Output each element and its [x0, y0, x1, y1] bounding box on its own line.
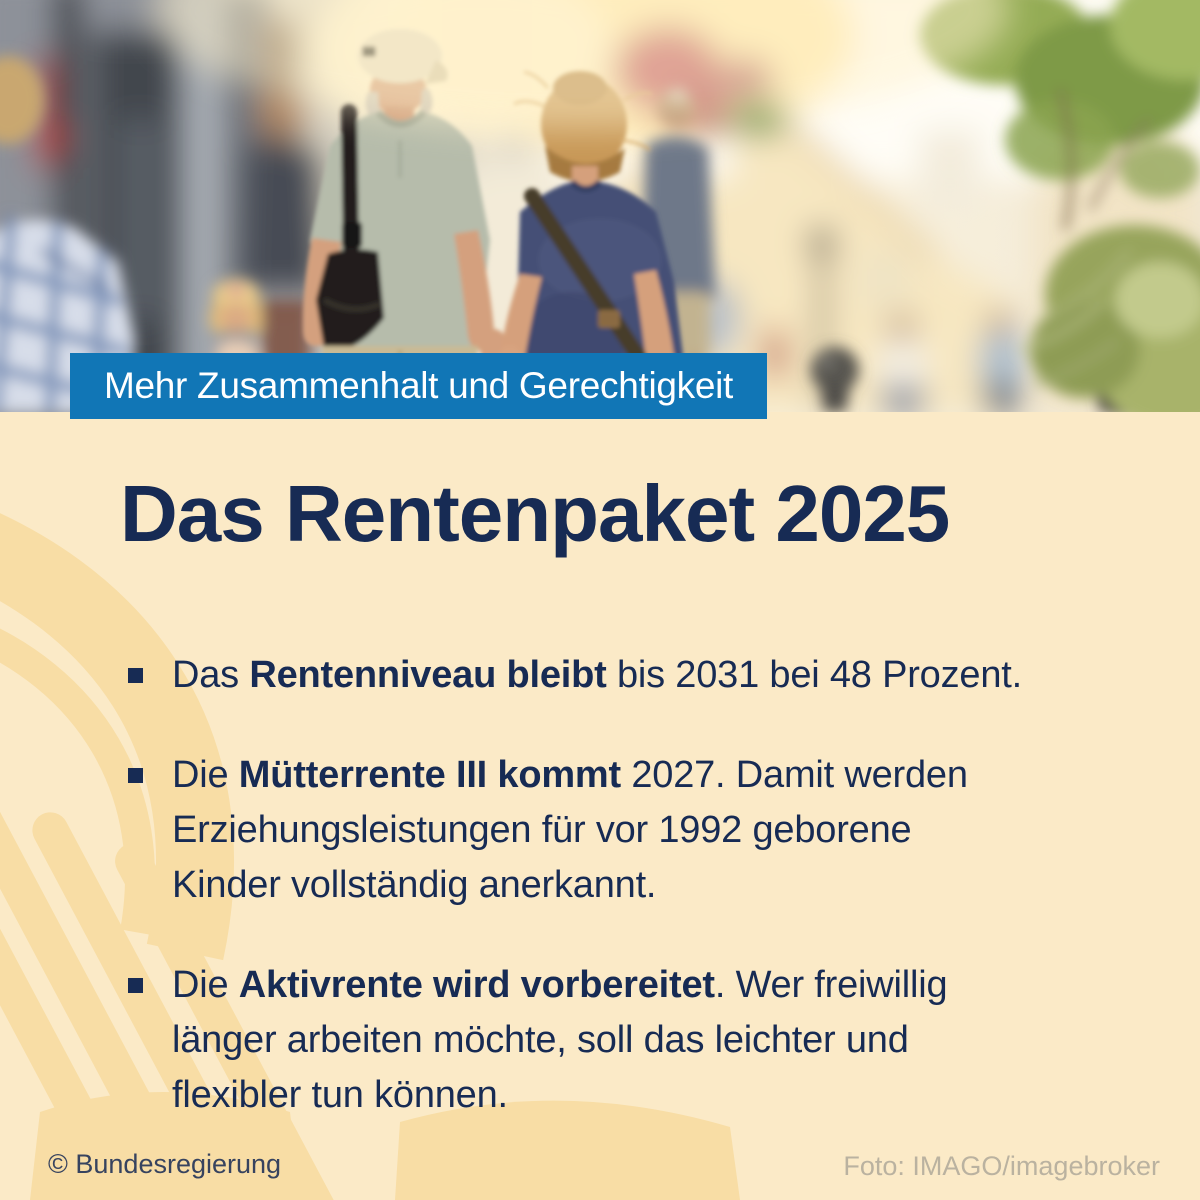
bullet-item-muetterrente — [128, 748, 1118, 913]
bullet-text — [172, 654, 1022, 696]
topic-banner — [70, 353, 767, 419]
bullet-item-aktivrente — [128, 958, 1118, 1123]
bullet-text-rest: 2027. Damit werden Erziehungsleistungen für vor 1992 geborene Kinder vollständig anerkannt. — [172, 754, 968, 906]
bullet-text — [172, 748, 1012, 913]
street-scene-illustration — [0, 0, 1200, 412]
bullet-list — [128, 648, 1118, 1168]
copyright-label: © Bundesregierung — [48, 1149, 282, 1179]
header-photo — [0, 0, 1200, 412]
photo-credit-label: Foto: IMAGO/imagebroker — [843, 1151, 1160, 1181]
bullet-text-rest: . Wer freiwillig länger arbeiten möchte, soll das leichter und flexibler tun können. — [172, 964, 948, 1116]
bullet-square-icon — [128, 768, 143, 783]
content-inner — [0, 412, 1200, 1200]
bullet-text-rest: bis 2031 bei 48 Prozent. — [606, 654, 1023, 696]
content-area — [0, 412, 1200, 1200]
headline: Das Rentenpaket 2025 — [120, 469, 950, 558]
bullet-item-rentenniveau — [128, 648, 1118, 703]
bullet-text-prefix: Das — [172, 654, 250, 696]
bullet-square-icon — [128, 978, 143, 993]
bullet-text-bold: Aktivrente wird vorbereitet — [238, 964, 715, 1006]
topic-banner-label: Mehr Zusammenhalt und Gerechtigkeit — [103, 365, 734, 406]
bullet-square-icon — [128, 668, 143, 683]
bullet-text-bold: Rentenniveau bleibt — [249, 654, 607, 696]
bullet-text-prefix: Die — [172, 964, 239, 1006]
bullet-text-bold: Mütterrente III kommt — [238, 754, 621, 796]
bullet-text-prefix: Die — [172, 754, 239, 796]
bullet-text — [172, 958, 1042, 1123]
